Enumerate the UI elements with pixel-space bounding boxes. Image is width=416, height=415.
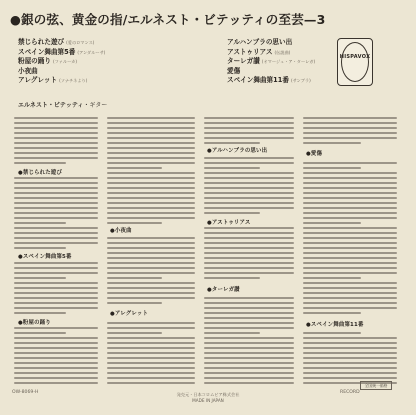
track-subtitle: (伝説曲) — [274, 49, 291, 55]
text-line — [107, 282, 195, 284]
section-heading: ●アルハンブラの思い出 — [207, 148, 268, 154]
text-line — [107, 247, 195, 249]
text-line — [14, 337, 98, 339]
notes-column-2 — [107, 117, 195, 387]
text-line — [204, 252, 294, 254]
text-line — [107, 242, 195, 244]
text-line — [14, 277, 66, 279]
section-heading: ●ターレガ讃 — [207, 287, 240, 293]
text-line — [204, 182, 294, 184]
text-line — [204, 367, 294, 369]
label-logo — [337, 38, 373, 86]
text-line — [303, 352, 397, 354]
text-line — [14, 302, 98, 304]
text-line — [14, 232, 98, 234]
text-line — [204, 207, 294, 209]
text-line — [303, 272, 397, 274]
text-line — [107, 262, 195, 264]
performer-instrument: ・ギター — [83, 102, 108, 109]
text-line — [204, 242, 294, 244]
track-title: 愛傷 — [227, 66, 241, 75]
text-line — [204, 262, 294, 264]
track-title: スペイン舞曲第5番 — [18, 47, 76, 56]
text-line — [204, 317, 294, 319]
text-line — [14, 127, 98, 129]
text-line — [14, 332, 66, 334]
text-line — [107, 352, 195, 354]
publisher-credit — [144, 392, 272, 403]
text-line — [107, 322, 195, 324]
text-line — [204, 122, 294, 124]
track-title: 粉屋の踊り — [18, 57, 51, 66]
text-line — [204, 142, 260, 144]
text-line — [107, 122, 195, 124]
text-line — [14, 382, 98, 384]
text-line — [303, 367, 397, 369]
track-item — [227, 57, 315, 67]
text-line — [14, 142, 98, 144]
text-line — [107, 162, 195, 164]
text-line — [107, 152, 195, 154]
text-line — [107, 167, 162, 169]
text-line — [303, 232, 397, 234]
text-line — [14, 187, 98, 189]
text-line — [303, 162, 397, 164]
text-line — [303, 252, 397, 254]
text-line — [14, 352, 98, 354]
track-item — [227, 48, 315, 58]
text-line — [204, 162, 294, 164]
text-line — [107, 147, 195, 149]
track-title: 小夜曲 — [18, 66, 38, 75]
text-line — [303, 117, 397, 119]
text-line — [14, 157, 98, 159]
text-line — [107, 127, 195, 129]
text-line — [107, 297, 195, 299]
text-line — [14, 147, 98, 149]
text-line — [204, 337, 294, 339]
text-line — [14, 122, 98, 124]
section-heading: ●アレグレット — [110, 311, 149, 317]
text-line — [303, 377, 397, 379]
text-line — [14, 262, 98, 264]
text-line — [303, 292, 397, 294]
text-line — [204, 127, 294, 129]
section-heading: ●小夜曲 — [110, 228, 132, 234]
text-line — [14, 357, 98, 359]
track-subtitle: (ファルーカ) — [52, 59, 78, 65]
text-line — [14, 287, 98, 289]
text-line — [14, 132, 98, 134]
text-line — [303, 372, 397, 374]
text-line — [14, 202, 98, 204]
text-line — [14, 222, 66, 224]
text-line — [107, 337, 195, 339]
text-line — [107, 267, 195, 269]
text-line — [14, 137, 98, 139]
text-line — [204, 137, 294, 139]
text-line — [14, 372, 98, 374]
text-line — [204, 132, 294, 134]
text-line — [303, 137, 397, 139]
page-title: ●銀の弦、黄金の指/エルネスト・ビテッティの至芸—3 — [10, 12, 326, 27]
text-line — [303, 132, 397, 134]
text-line — [303, 332, 361, 334]
text-line — [303, 177, 397, 179]
text-line — [303, 242, 397, 244]
text-line — [204, 327, 294, 329]
text-line — [107, 327, 195, 329]
text-line — [204, 352, 294, 354]
origin-line: MADE IN JAPAN — [192, 397, 224, 403]
section-heading: ●粉屋の踊り — [18, 320, 51, 326]
track-list-right — [227, 38, 315, 86]
text-line — [14, 312, 66, 314]
notes-column-3 — [204, 117, 294, 387]
text-line — [107, 202, 195, 204]
text-line — [303, 222, 361, 224]
text-line — [14, 237, 98, 239]
text-line — [303, 192, 397, 194]
text-line — [204, 192, 294, 194]
text-line — [14, 177, 98, 179]
text-line — [14, 347, 98, 349]
text-line — [303, 287, 397, 289]
text-line — [204, 347, 294, 349]
text-line — [107, 292, 195, 294]
text-line — [14, 227, 98, 229]
section-heading: ●禁じられた遊び — [18, 170, 63, 176]
text-line — [204, 377, 294, 379]
text-line — [14, 272, 98, 274]
footer-code: RECORD — [340, 390, 360, 395]
text-line — [107, 182, 195, 184]
text-line — [303, 127, 397, 129]
text-line — [14, 192, 98, 194]
text-line — [14, 117, 98, 119]
track-item — [227, 67, 315, 77]
text-line — [14, 292, 98, 294]
text-line — [14, 362, 98, 364]
text-line — [107, 222, 162, 224]
text-line — [204, 267, 294, 269]
text-line — [303, 282, 397, 284]
track-title: アレグレット — [18, 76, 58, 85]
text-line — [303, 257, 397, 259]
text-line — [204, 167, 260, 169]
text-line — [303, 167, 361, 169]
text-line — [204, 232, 294, 234]
text-line — [14, 217, 98, 219]
text-line — [303, 267, 397, 269]
text-line — [107, 372, 195, 374]
section-heading: ●アストゥリアス — [207, 220, 251, 226]
text-line — [204, 302, 294, 304]
notes-column-4 — [303, 117, 397, 387]
text-line — [303, 262, 397, 264]
text-line — [204, 272, 294, 274]
text-line — [14, 307, 98, 309]
text-line — [14, 377, 98, 379]
text-line — [303, 172, 397, 174]
text-line — [107, 187, 195, 189]
text-line — [107, 342, 195, 344]
text-line — [303, 247, 397, 249]
text-line — [204, 227, 294, 229]
track-item — [227, 76, 315, 86]
text-line — [107, 287, 195, 289]
track-subtitle: (愛のロマンス) — [66, 40, 95, 45]
track-title: ターレガ讃 — [227, 57, 260, 66]
text-line — [107, 332, 162, 334]
text-line — [107, 132, 195, 134]
text-line — [107, 137, 195, 139]
text-line — [303, 202, 397, 204]
text-line — [303, 347, 397, 349]
text-line — [204, 212, 260, 214]
text-line — [204, 277, 260, 279]
text-line — [107, 272, 195, 274]
text-line — [107, 377, 195, 379]
track-subtitle: (ソナチネより) — [59, 78, 88, 84]
text-line — [14, 267, 98, 269]
track-list-left — [18, 38, 105, 86]
track-item — [18, 48, 105, 58]
track-item — [18, 76, 105, 86]
text-line — [204, 307, 294, 309]
text-line — [204, 157, 294, 159]
text-line — [204, 372, 294, 374]
text-line — [204, 257, 294, 259]
text-line — [204, 297, 294, 299]
text-line — [14, 182, 98, 184]
text-line — [204, 322, 294, 324]
text-line — [14, 282, 98, 284]
text-line — [204, 382, 294, 384]
track-subtitle: (オマージュ・ア・ターレガ) — [261, 59, 316, 65]
text-line — [204, 312, 294, 314]
text-line — [14, 367, 98, 369]
performer-name: エルネスト・ビテッティ — [18, 102, 84, 109]
text-line — [107, 142, 195, 144]
text-line — [107, 172, 195, 174]
text-line — [107, 362, 195, 364]
section-heading: ●スペイン舞曲第5番 — [18, 254, 72, 260]
section-heading: ●愛傷 — [306, 151, 323, 157]
text-line — [204, 247, 294, 249]
text-line — [303, 357, 397, 359]
catalog-number: OW-8069-H — [12, 390, 39, 395]
track-item — [18, 57, 105, 67]
text-line — [107, 277, 162, 279]
track-item — [227, 38, 315, 48]
text-line — [303, 217, 397, 219]
text-line — [303, 237, 397, 239]
text-line — [303, 312, 361, 314]
track-title: 禁じられた遊び — [18, 38, 65, 46]
text-line — [107, 207, 195, 209]
text-line — [14, 162, 66, 164]
text-line — [303, 212, 397, 214]
text-line — [107, 347, 195, 349]
logo-text: HISPAVOX — [339, 54, 371, 60]
text-line — [107, 257, 195, 259]
text-line — [204, 202, 294, 204]
text-line — [303, 297, 397, 299]
text-line — [107, 252, 195, 254]
text-line — [303, 362, 397, 364]
track-title: アルハンブラの思い出 — [227, 38, 293, 46]
track-subtitle: (サンブラ) — [290, 78, 311, 84]
text-line — [107, 382, 195, 384]
text-line — [303, 342, 397, 344]
text-line — [107, 192, 195, 194]
text-line — [107, 177, 195, 179]
text-line — [303, 142, 361, 144]
text-line — [14, 212, 98, 214]
text-line — [204, 362, 294, 364]
text-line — [204, 332, 260, 334]
text-line — [107, 157, 195, 159]
text-line — [14, 327, 98, 329]
text-line — [14, 242, 98, 244]
text-line — [303, 122, 397, 124]
text-line — [303, 197, 397, 199]
text-line — [204, 197, 294, 199]
text-line — [107, 237, 195, 239]
text-line — [14, 297, 98, 299]
text-line — [303, 207, 397, 209]
text-line — [204, 177, 294, 179]
performer-credit — [18, 100, 107, 109]
track-title: スペイン舞曲第11番 — [227, 76, 289, 85]
text-line — [303, 277, 361, 279]
text-line — [14, 342, 98, 344]
text-line — [107, 117, 195, 119]
track-subtitle: (アンダルーサ) — [77, 49, 106, 55]
text-line — [204, 117, 294, 119]
text-line — [303, 227, 397, 229]
text-line — [107, 302, 162, 304]
text-line — [107, 217, 195, 219]
text-line — [303, 302, 397, 304]
text-line — [14, 197, 98, 199]
text-line — [204, 342, 294, 344]
text-line — [204, 237, 294, 239]
text-line — [303, 182, 397, 184]
publisher-line: 発売元・日本コロムビア株式会社 — [176, 392, 240, 397]
text-line — [14, 207, 98, 209]
text-line — [107, 197, 195, 199]
text-line — [107, 357, 195, 359]
text-line — [204, 172, 294, 174]
text-line — [204, 187, 294, 189]
text-line — [303, 307, 397, 309]
text-line — [14, 152, 98, 154]
text-line — [303, 187, 397, 189]
track-title: アストゥリアス — [227, 47, 273, 56]
text-line — [107, 367, 195, 369]
track-item — [18, 38, 105, 48]
track-item — [18, 67, 105, 77]
logo-emblem — [341, 42, 369, 82]
text-line — [14, 247, 66, 249]
text-line — [204, 357, 294, 359]
price-stamp: 全国統一価格 — [360, 381, 392, 390]
text-line — [303, 337, 397, 339]
section-heading: ●スペイン舞曲第11番 — [306, 322, 364, 328]
text-line — [107, 212, 195, 214]
